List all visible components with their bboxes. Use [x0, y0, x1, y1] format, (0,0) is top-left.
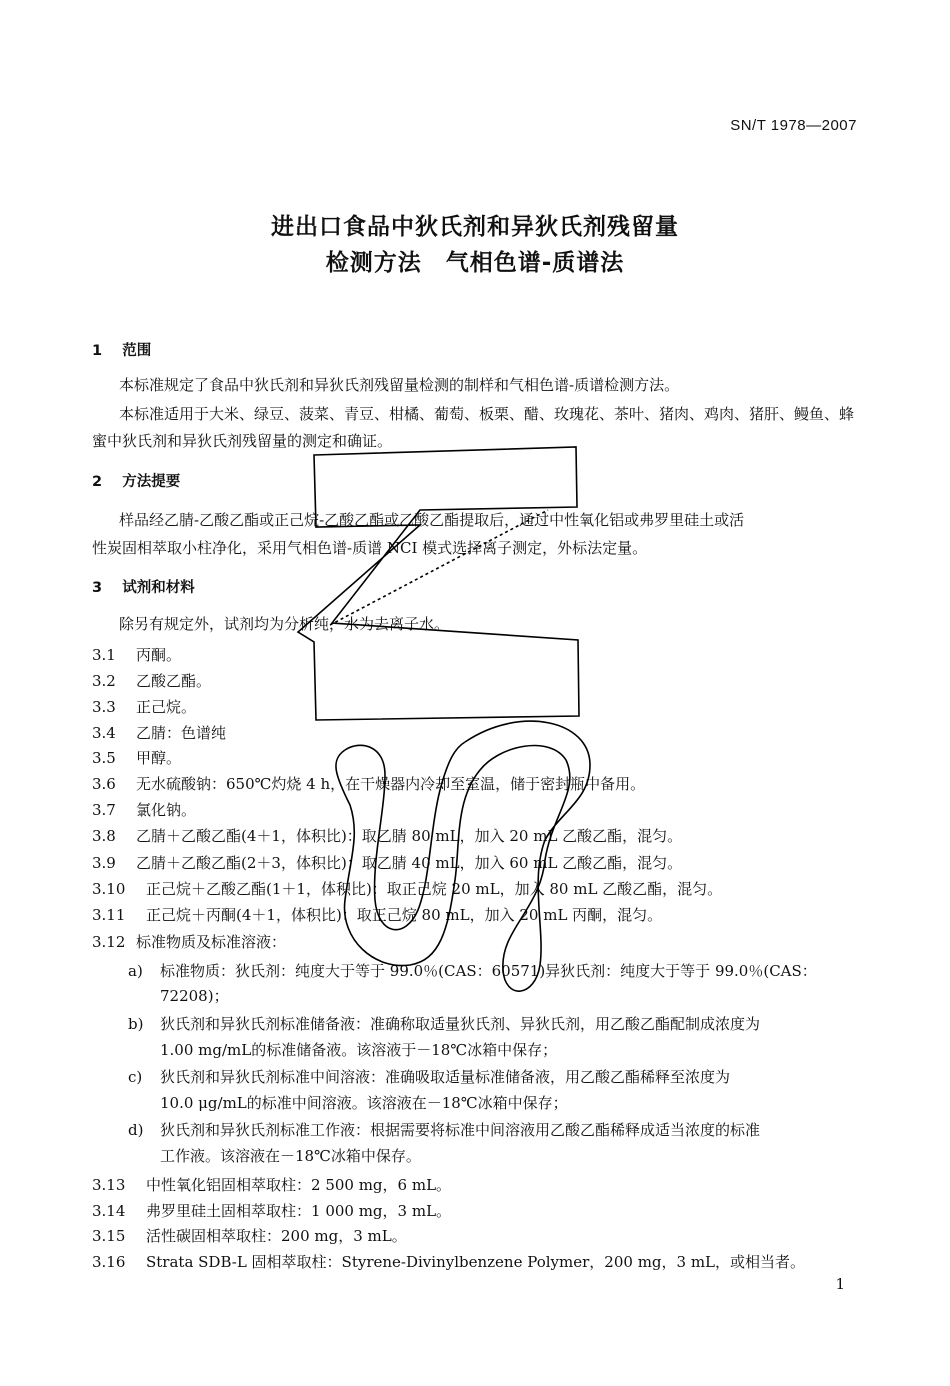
list-item: 3.6 无水硫酸钠：650℃灼烧 4 h，在干燥器内冷却至室温，储于密封瓶中备用。 [92, 775, 646, 793]
list-item: 3.7 氯化钠。 [92, 801, 197, 819]
section-3-heading [92, 578, 195, 598]
paragraph: 本标准适用于大米、绿豆、菠菜、青豆、柑橘、葡萄、板栗、醋、玫瑰花、茶叶、猪肉、鸡肉、猪肝、鳗鱼、蜂 [119, 405, 855, 423]
sub-item-label: d) [128, 1121, 144, 1139]
title-line-2: 检测方法 气相色谱-质谱法 [325, 250, 625, 276]
list-item: 3.15 活性碳固相萃取柱：200 mg，3 mL。 [92, 1227, 407, 1245]
list-item: 3.10 正己烷＋乙酸乙酯(1＋1，体积比)：取正己烷 20 mL，加入 80 mL 乙酸乙酯，混匀。 [92, 880, 723, 898]
list-item: 3.5 甲醇。 [92, 749, 182, 767]
list-item: 3.4 乙腈：色谱纯 [92, 724, 227, 742]
section-num: 2 [92, 474, 103, 490]
sub-item-label: c) [128, 1068, 143, 1086]
sub-item-text: 狄氏剂和异狄氏剂标准工作液：根据需要将标准中间溶液用乙酸乙酯稀释成适当浓度的标准 [160, 1121, 761, 1139]
section-title: 范围 [122, 343, 152, 359]
section-title: 方法提要 [122, 474, 181, 490]
sub-item-text: 狄氏剂和异狄氏剂标准中间溶液：准确吸取适量标准储备液，用乙酸乙酯稀释至浓度为 [160, 1068, 731, 1086]
list-item: 3.14 弗罗里硅土固相萃取柱：1 000 mg，3 mL。 [92, 1202, 452, 1220]
title-line-1: 进出口食品中狄氏剂和异狄氏剂残留量 [271, 214, 679, 240]
section-1-heading [92, 341, 151, 361]
paragraph: 本标准规定了食品中狄氏剂和异狄氏剂残留量检测的制样和气相色谱-质谱检测方法。 [119, 376, 680, 394]
sub-item-text: 狄氏剂和异狄氏剂标准储备液：准确称取适量狄氏剂、异狄氏剂，用乙酸乙酯配制成浓度为 [160, 1015, 761, 1033]
list-item: 3.8 乙腈＋乙酸乙酯(4＋1，体积比)：取乙腈 80 mL，加入 20 mL 乙酸乙酯，混匀。 [92, 827, 683, 845]
sub-item-text: 10.0 μg/mL的标准中间溶液。该溶液在－18℃冰箱中保存； [160, 1094, 568, 1112]
sub-item-text: 72208)； [160, 987, 229, 1005]
section-2-heading [92, 472, 180, 492]
list-item: 3.1 丙酮。 [92, 646, 182, 664]
section-title: 试剂和材料 [122, 580, 195, 596]
standard-code: SN/T 1978—2007 [730, 117, 857, 134]
paragraph: 样品经乙腈-乙酸乙酯或正己烷-乙酸乙酯或乙酸乙酯提取后，通过中性氧化铝或弗罗里硅土或活 [119, 511, 745, 529]
list-item: 3.2 乙酸乙酯。 [92, 672, 212, 690]
section-num: 1 [92, 343, 103, 359]
sub-item-label: b) [128, 1015, 144, 1033]
watermark-z-shape [298, 447, 579, 720]
sub-item-label: a) [128, 962, 143, 980]
paragraph: 性炭固相萃取小柱净化，采用气相色谱-质谱 NCI 模式选择离子测定，外标法定量。 [92, 539, 648, 557]
list-item: 3.3 正己烷。 [92, 698, 197, 716]
section-num: 3 [92, 580, 103, 596]
sub-item-text: 工作液。该溶液在－18℃冰箱中保存。 [160, 1147, 421, 1165]
paragraph: 蜜中狄氏剂和异狄氏剂残留量的测定和确证。 [92, 432, 393, 450]
page-number: 1 [835, 1275, 845, 1293]
list-item: 3.16 Strata SDB-L 固相萃取柱：Styrene-Divinylbenzene Polymer，200 mg，3 mL，或相当者。 [92, 1253, 806, 1271]
sub-item-text: 1.00 mg/mL的标准储备液。该溶液于－18℃冰箱中保存； [160, 1041, 558, 1059]
list-item: 3.12 标准物质及标准溶液： [92, 933, 287, 951]
list-item: 3.9 乙腈＋乙酸乙酯(2＋3，体积比)：取乙腈 40 mL，加入 60 mL 乙酸乙酯，混匀。 [92, 854, 683, 872]
list-item: 3.13 中性氧化铝固相萃取柱：2 500 mg，6 mL。 [92, 1176, 452, 1194]
paragraph: 除另有规定外，试剂均为分析纯，水为去离子水。 [119, 615, 450, 633]
list-item: 3.11 正己烷＋丙酮(4＋1，体积比)：取正己烷 80 mL，加入 20 mL 丙酮，混匀。 [92, 906, 663, 924]
sub-item-text: 标准物质：狄氏剂：纯度大于等于 99.0％(CAS：60571)异狄氏剂：纯度大于等于 99.0％(CAS： [160, 962, 817, 980]
